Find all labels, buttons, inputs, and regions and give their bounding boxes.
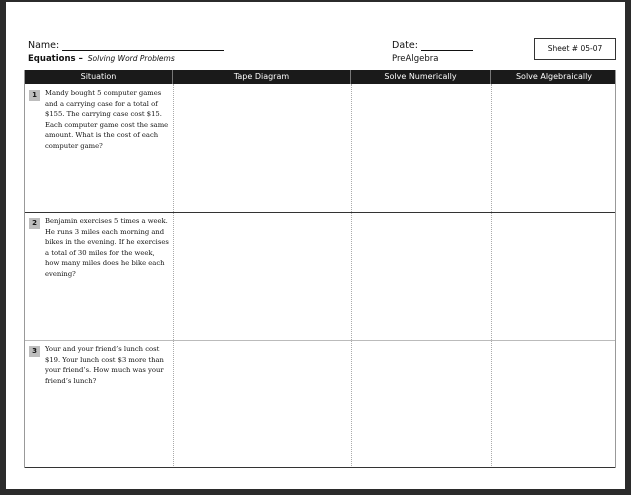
problem-row <box>29 88 169 151</box>
column-divider <box>351 84 352 468</box>
topic-subtitle: Solving Word Problems <box>87 54 175 63</box>
worksheet-table <box>24 70 616 468</box>
name-label: Name: <box>28 40 60 51</box>
course-name: PreAlgebra <box>392 54 439 64</box>
row-divider <box>25 212 615 213</box>
column-divider <box>491 84 492 468</box>
problem-number: 2 <box>29 218 40 229</box>
row-divider <box>25 340 615 341</box>
topic-separator: – <box>78 54 83 64</box>
sheet-number: Sheet # 05-07 <box>547 44 603 53</box>
row-divider <box>25 467 615 468</box>
problem-row <box>29 216 169 279</box>
name-field[interactable] <box>28 40 224 51</box>
column-divider <box>173 84 174 468</box>
problem-text: Benjamin exercises 5 times a week. He runs 3 miles each morning and bikes in the evening. If he exercises a total of 30 miles for the week, how many miles does he bike each evening? <box>45 217 169 278</box>
column-header-situation: Situation <box>25 70 173 84</box>
problem-text: Mandy bought 5 computer games and a carrying case for a total of $155. The carrying case cost $15. Each computer game cost the same amount. What is the cost of each computer game? <box>45 89 169 150</box>
column-header-solve-numerically: Solve Numerically <box>351 70 491 84</box>
name-blank[interactable] <box>62 50 224 51</box>
problem-number: 1 <box>29 90 40 101</box>
column-header-solve-algebraically: Solve Algebraically <box>515 72 593 81</box>
problem-number: 3 <box>29 346 40 357</box>
problem-text: Your and your friend’s lunch cost $19. Your lunch cost $3 more than your friend’s. How much was your friend’s lunch? <box>45 345 164 385</box>
topic-heading <box>28 54 175 64</box>
date-field[interactable] <box>392 40 473 51</box>
sheet-number-box <box>534 38 616 60</box>
topic-title: Equations <box>28 54 76 64</box>
date-blank[interactable] <box>421 50 473 51</box>
problem-row <box>29 344 169 386</box>
date-label: Date: <box>392 40 418 51</box>
column-header-tape-diagram: Tape Diagram <box>173 70 351 84</box>
table-header <box>25 70 615 84</box>
